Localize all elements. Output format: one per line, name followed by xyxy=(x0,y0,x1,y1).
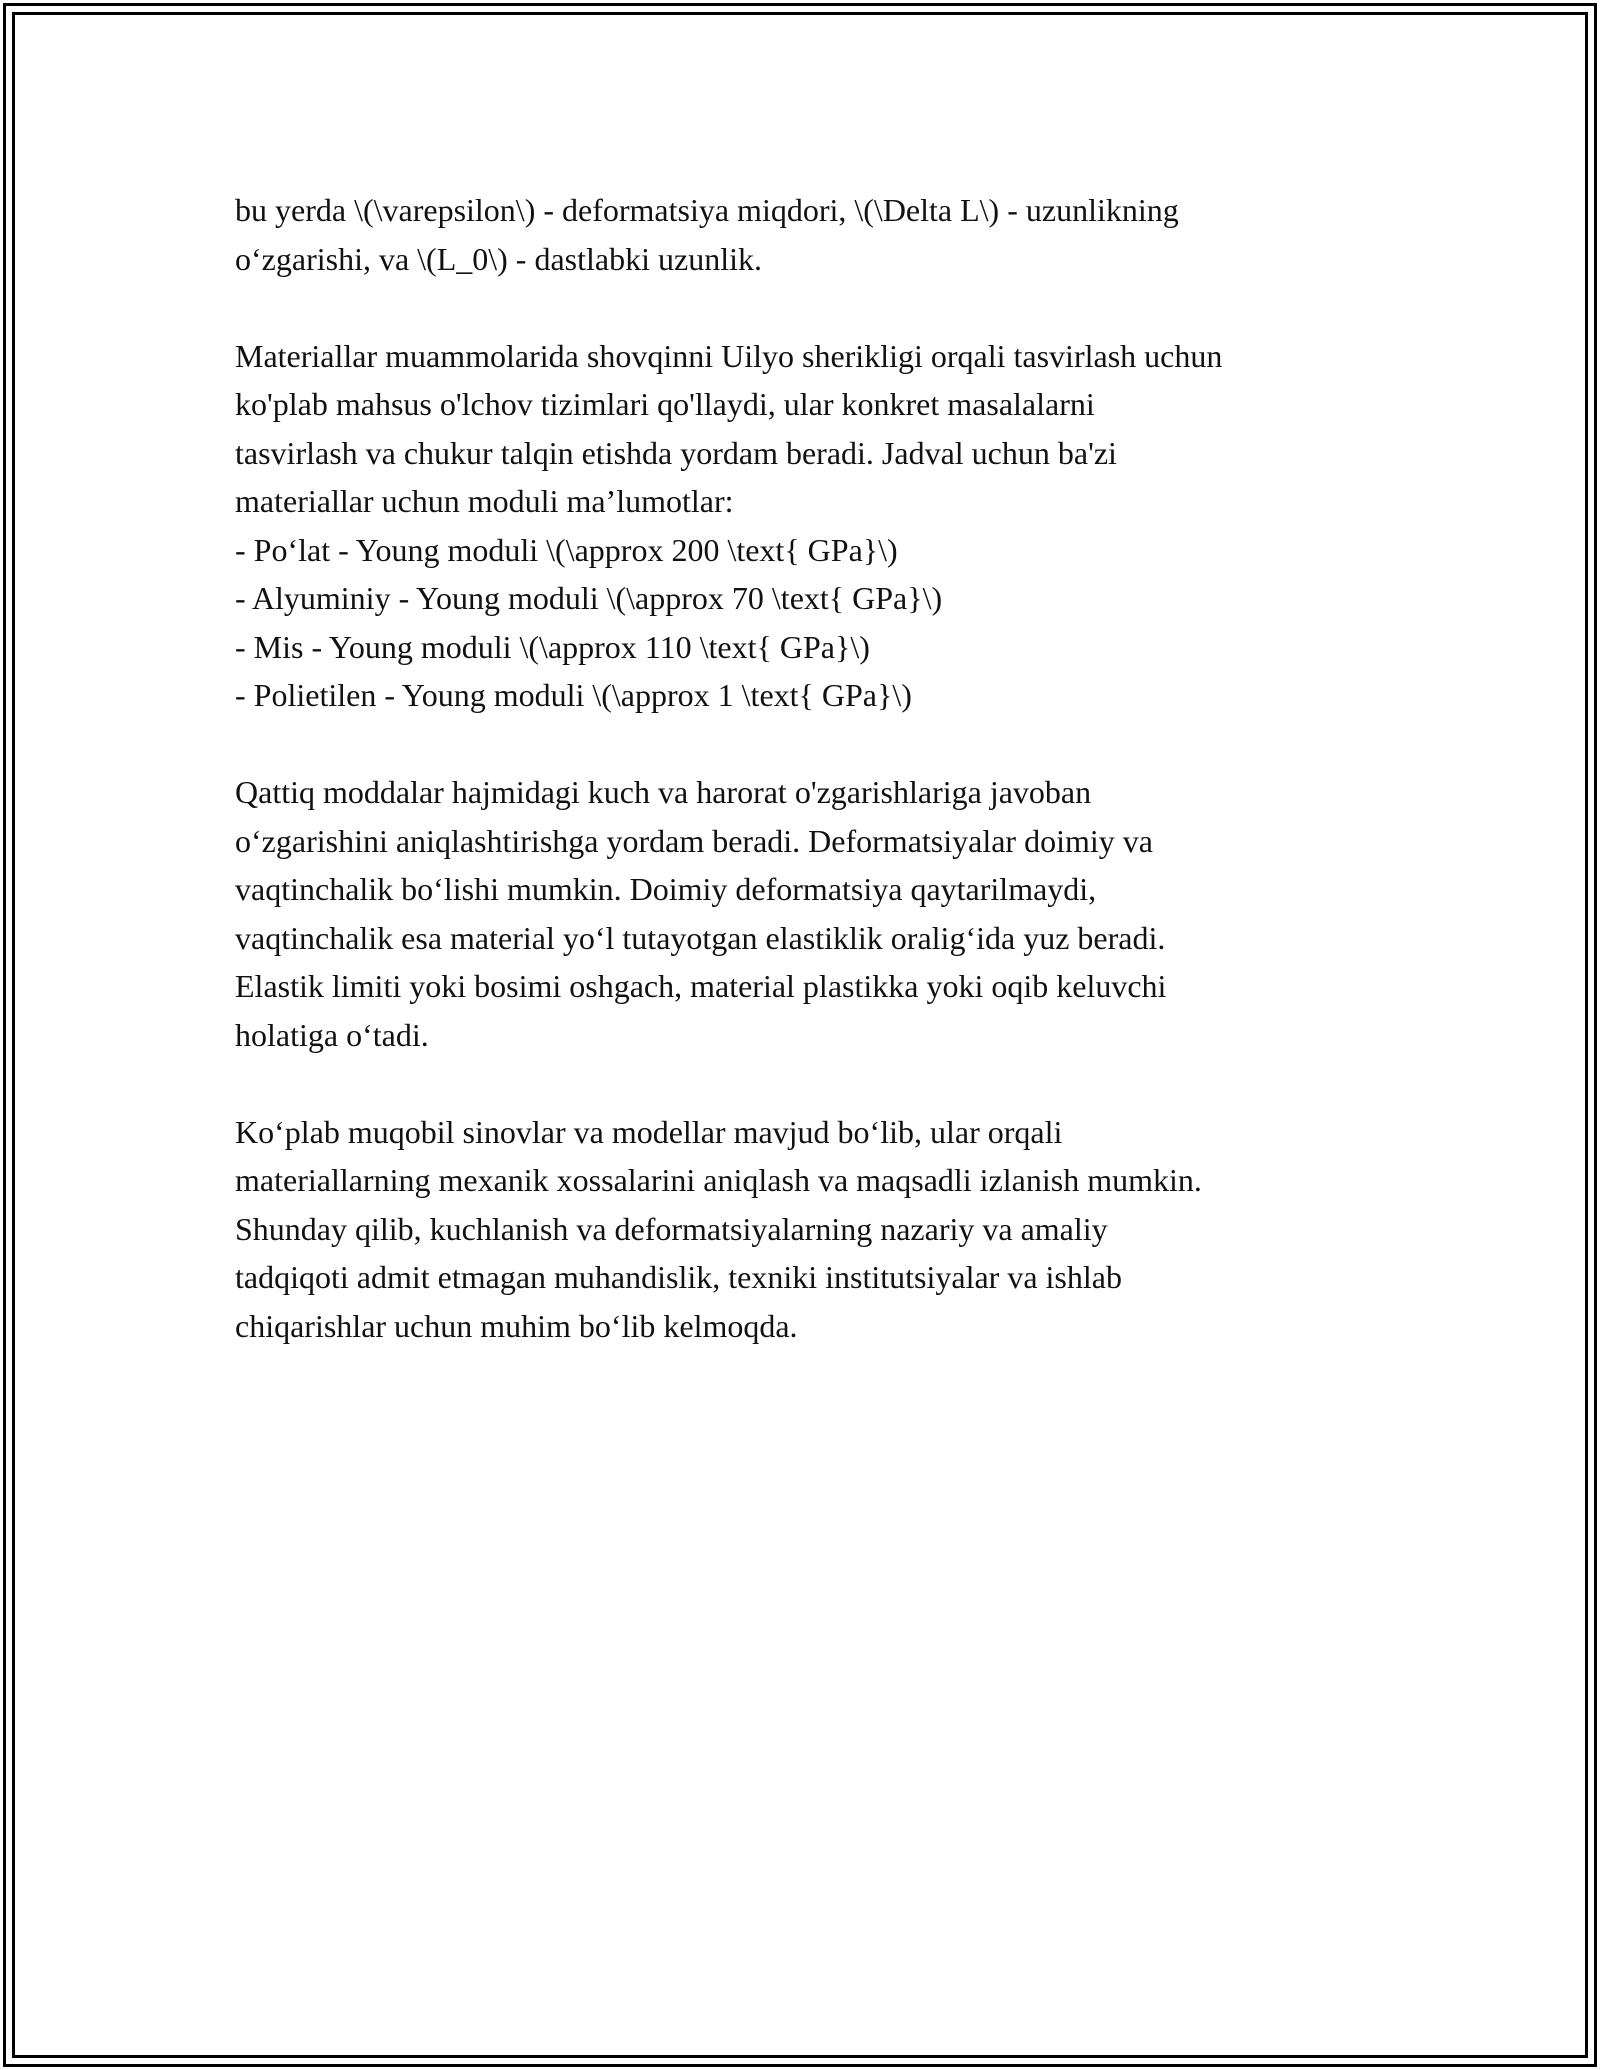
list-item: - Po‘lat - Young moduli \(\approx 200 \text{ GPa}\) xyxy=(235,531,898,568)
paragraph-2 xyxy=(235,332,1375,720)
list-item: - Mis - Young moduli \(\approx 110 \text{ GPa}\) xyxy=(235,628,870,665)
text-line: holatiga o‘tadi. xyxy=(235,1016,429,1053)
text-line: materiallarning mexanik xossalarini aniqlash va maqsadli izlanish mumkin. xyxy=(235,1162,1202,1198)
text-line: tadqiqoti admit etmagan muhandislik, texniki institutsiyalar va ishlab xyxy=(235,1259,1122,1295)
paragraph-3 xyxy=(235,768,1375,1059)
text-line: vaqtinchalik bo‘lishi mumkin. Doimiy deformatsiya qaytarilmaydi, xyxy=(235,871,1097,907)
text-line: ko'plab mahsus o'lchov tizimlari qo'llaydi, ular konkret masalalarni xyxy=(235,386,1095,422)
text-line: bu yerda \(\varepsilon\) - deformatsiya miqdori, \(\Delta L\) - uzunlikning xyxy=(235,192,1179,228)
paragraph-4 xyxy=(235,1108,1375,1351)
text-line: materiallar uchun moduli ma’lumotlar: xyxy=(235,483,734,519)
list-item: - Alyuminiy - Young moduli \(\approx 70 \text{ GPa}\) xyxy=(235,580,943,616)
text-line: o‘zgarishini aniqlashtirishga yordam beradi. Deformatsiyalar doimiy va xyxy=(235,822,1153,859)
text-line: o‘zgarishi, va \(L_0\) - dastlabki uzunlik. xyxy=(235,240,762,277)
text-line: tasvirlash va chukur talqin etishda yordam beradi. Jadval uchun ba'zi xyxy=(235,434,1117,471)
paragraph-1 xyxy=(235,186,1375,283)
document-body xyxy=(235,186,1375,1399)
text-line: Qattiq moddalar hajmidagi kuch va harorat o'zgarishlariga javoban xyxy=(235,774,1092,810)
text-line: vaqtinchalik esa material yo‘l tutayotgan elastiklik oralig‘ida yuz beradi. xyxy=(235,919,1166,956)
text-line: Elastik limiti yoki bosimi oshgach, material plastikka yoki oqib keluvchi xyxy=(235,968,1167,1004)
text-line: chiqarishlar uchun muhim bo‘lib kelmoqda. xyxy=(235,1307,798,1344)
text-line: Ko‘plab muqobil sinovlar va modellar mavjud bo‘lib, ular orqali xyxy=(235,1113,1063,1150)
text-line: Materiallar muammolarida shovqinni Uilyo sherikligi orqali tasvirlash uchun xyxy=(235,337,1223,374)
list-item: - Polietilen - Young moduli \(\approx 1 \text{ GPa}\) xyxy=(235,677,912,713)
text-line: Shunday qilib, kuchlanish va deformatsiyalarning nazariy va amaliy xyxy=(235,1210,1108,1247)
